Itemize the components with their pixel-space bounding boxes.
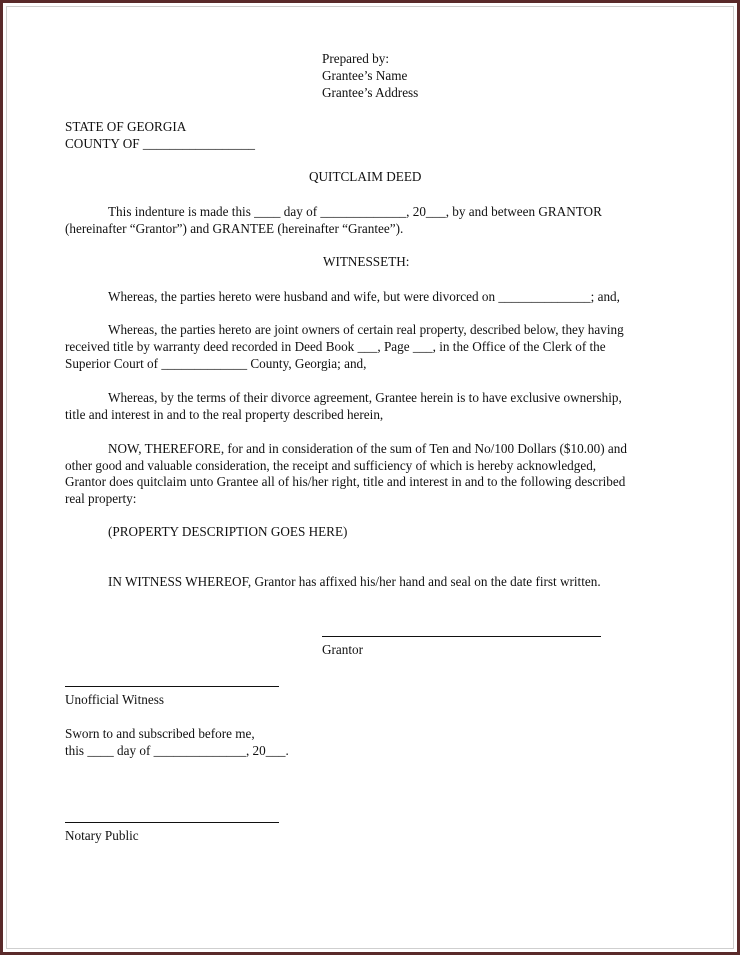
jurat-line-1: Sworn to and subscribed before me, xyxy=(65,726,255,741)
conveyance-line-3: Grantor does quitclaim unto Grantee all of his/her right, title and interest in and to the following described xyxy=(65,474,626,489)
grantor-label: Grantor xyxy=(322,642,364,657)
jurat-line-2: this ____ day of ______________, 20___. xyxy=(65,743,289,758)
recital-ownership-line-3: Superior Court of _____________ County, Georgia; and, xyxy=(65,356,367,371)
witness-label: Unofficial Witness xyxy=(65,692,164,707)
recital-agreement-line-2: title and interest in and to the real property described herein, xyxy=(65,407,384,422)
grantor-signature-line xyxy=(322,636,601,637)
testimonium-clause: IN WITNESS WHEREOF, Grantor has affixed his/her hand and seal on the date first written. xyxy=(108,574,601,589)
state-line: STATE OF GEORGIA xyxy=(65,119,187,134)
recital-agreement-line-1: Whereas, by the terms of their divorce agreement, Grantee herein is to have exclusive ownership, xyxy=(108,390,622,405)
notary-signature-line xyxy=(65,822,279,823)
witnesseth-heading: WITNESSETH: xyxy=(323,254,410,269)
recital-ownership-line-2: received title by warranty deed recorded in Deed Book ___, Page ___, in the Office of the Clerk of the xyxy=(65,339,606,354)
recital-ownership-line-1: Whereas, the parties hereto are joint owners of certain real property, described below, they having xyxy=(108,322,624,337)
document-title: QUITCLAIM DEED xyxy=(309,169,422,184)
intro-line-1: This indenture is made this ____ day of _____________, 20___, by and between GRANTOR xyxy=(108,204,602,219)
grantee-address: Grantee’s Address xyxy=(322,85,419,100)
conveyance-line-2: other good and valuable consideration, the receipt and sufficiency of which is hereby acknowledged, xyxy=(65,458,597,473)
grantee-name: Grantee’s Name xyxy=(322,68,408,83)
notary-label: Notary Public xyxy=(65,828,139,843)
property-description: (PROPERTY DESCRIPTION GOES HERE) xyxy=(108,524,348,539)
witness-signature-line xyxy=(65,686,279,687)
conveyance-line-4: real property: xyxy=(65,491,137,506)
conveyance-line-1: NOW, THEREFORE, for and in consideration of the sum of Ten and No/100 Dollars ($10.00) and xyxy=(108,441,627,456)
intro-line-2: (hereinafter “Grantor”) and GRANTEE (hereinafter “Grantee”). xyxy=(65,221,404,236)
recital-divorce: Whereas, the parties hereto were husband and wife, but were divorced on ______________; and, xyxy=(108,289,620,304)
county-line: COUNTY OF _________________ xyxy=(65,136,256,151)
prepared-by-label: Prepared by: xyxy=(322,51,390,66)
